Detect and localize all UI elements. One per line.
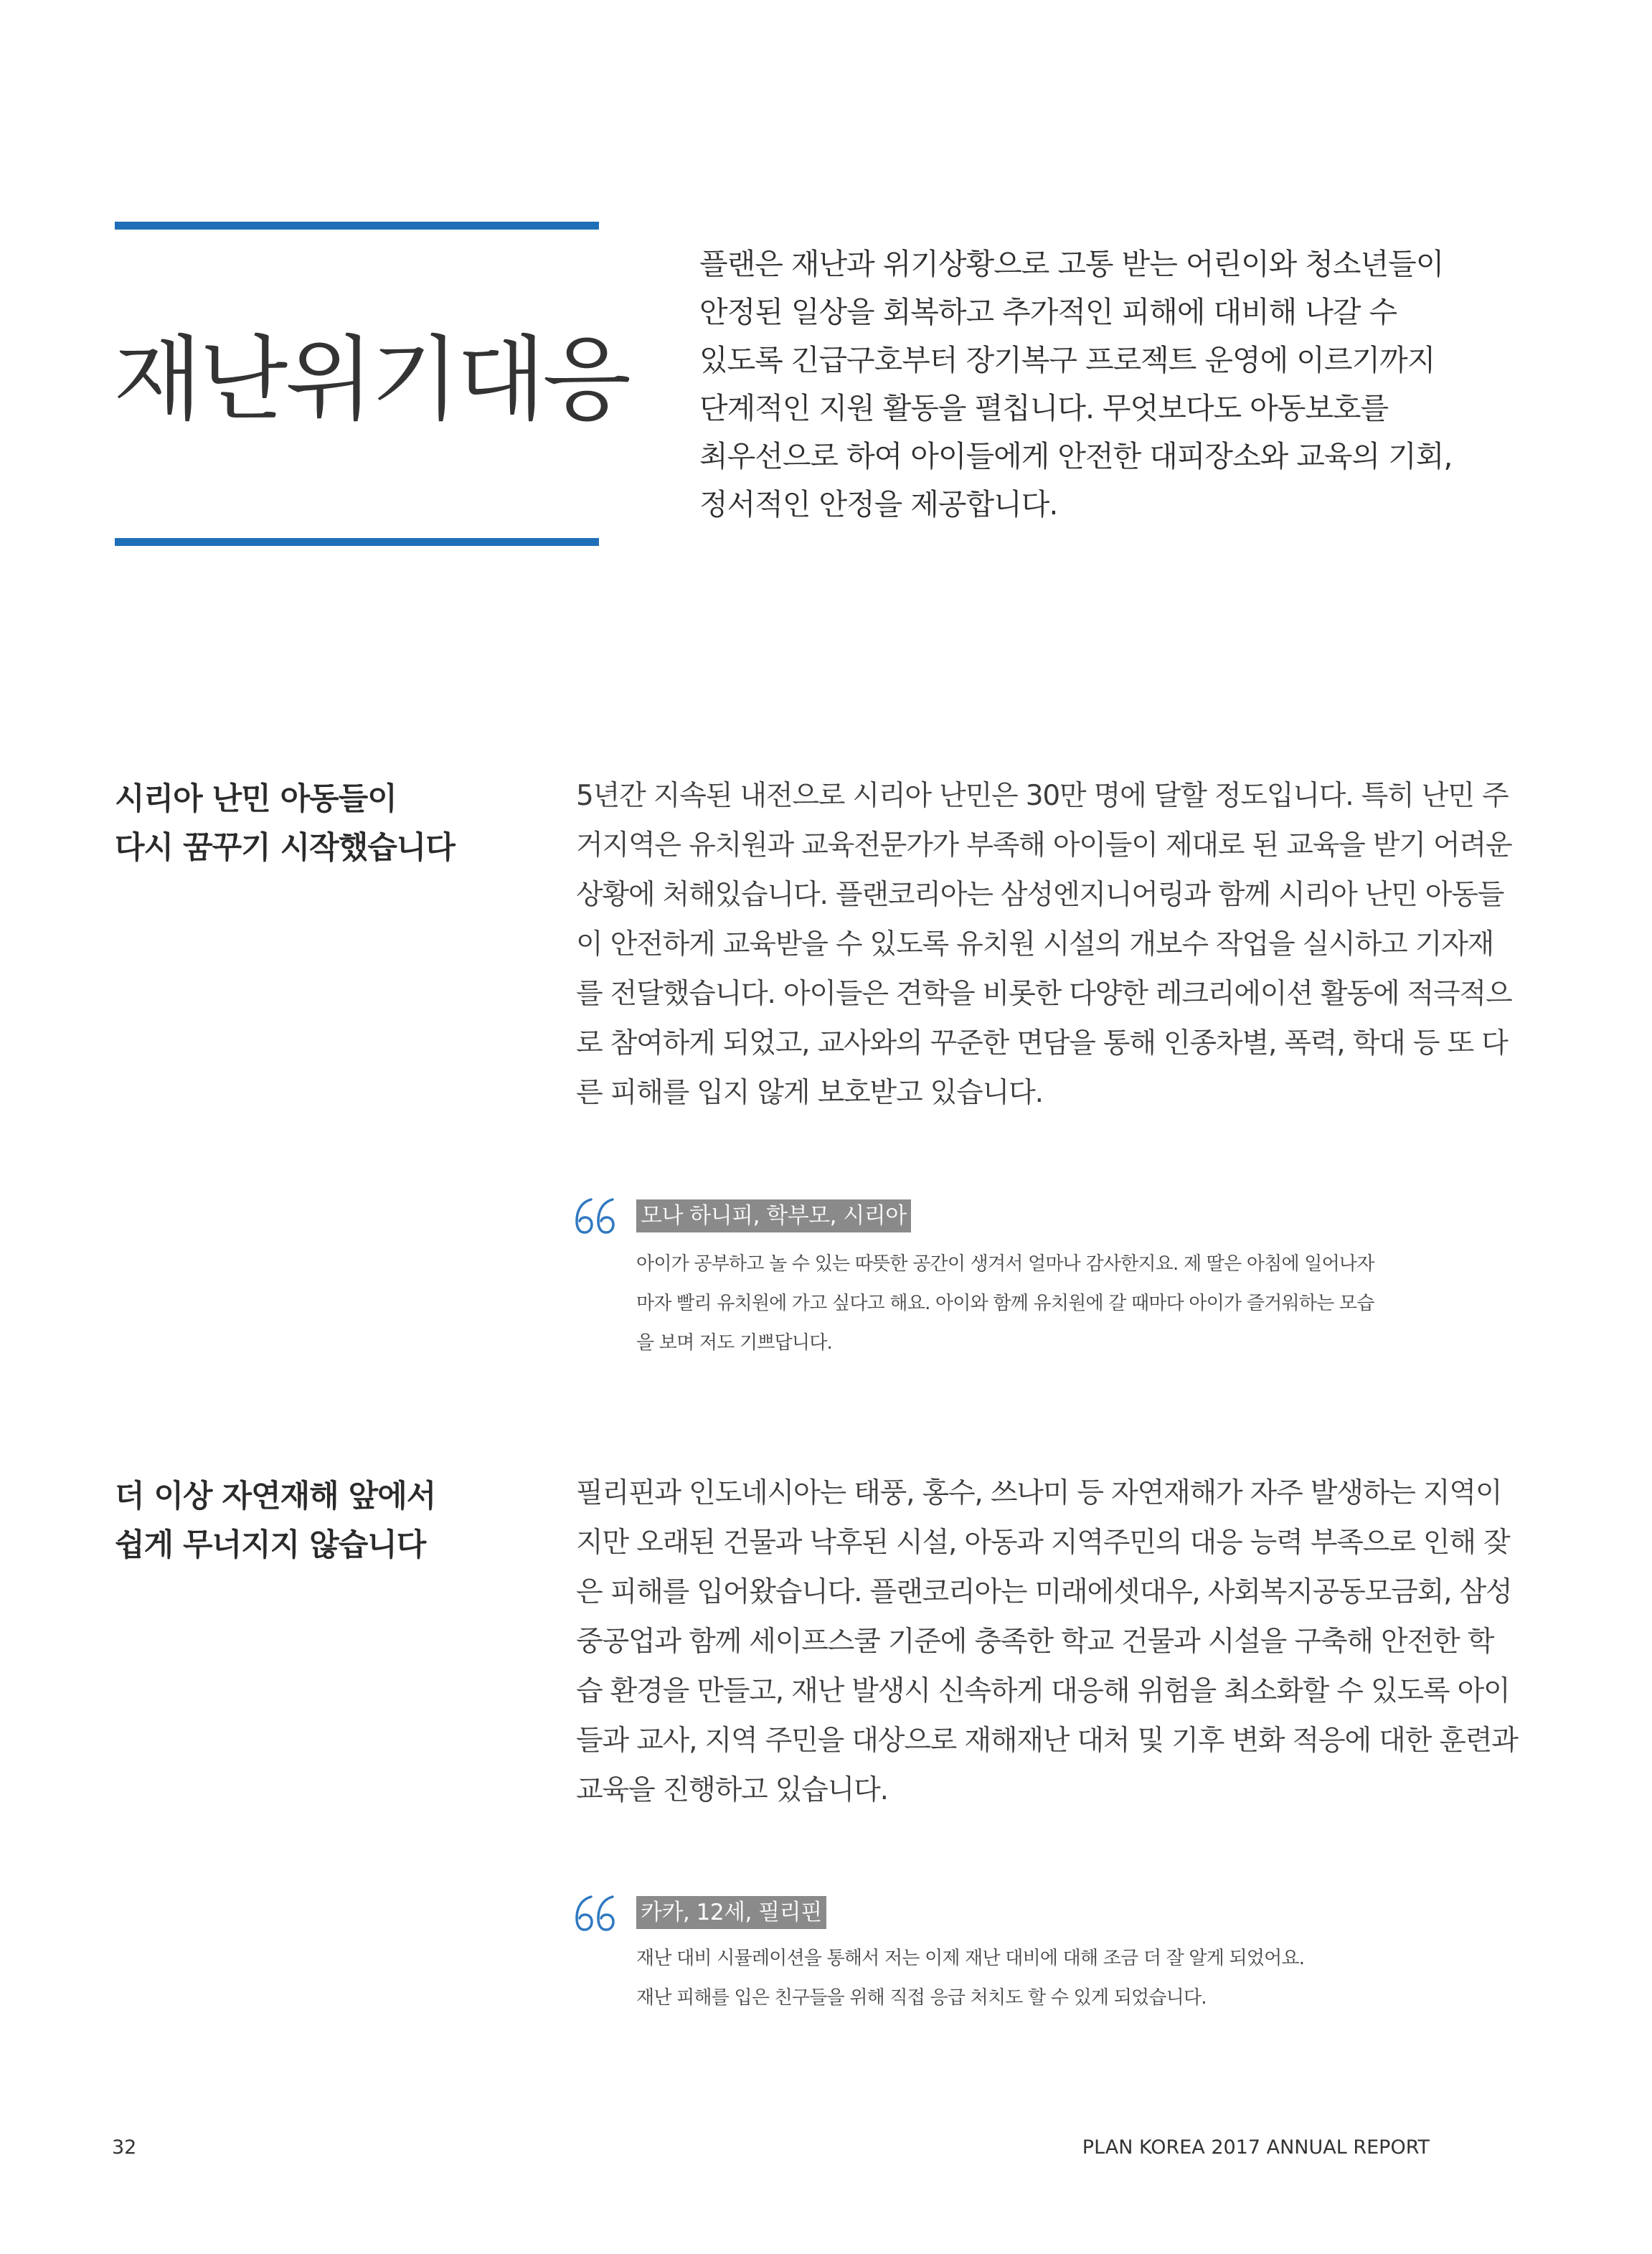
page-title: 재난위기대응	[113, 326, 628, 433]
quote-speaker-label: 카카, 12세, 필리핀	[636, 1896, 826, 1929]
section-heading-disaster	[115, 1472, 560, 1570]
quote-mark-icon	[574, 1894, 617, 1933]
body-line: 은 피해를 입어왔습니다. 플랜코리아는 미래에셋대우, 사회복지공동모금회, 삼성	[576, 1576, 1512, 1608]
title-top-rule	[115, 222, 599, 230]
intro-line: 플랜은 재난과 위기상황으로 고통 받는 어린이와 청소년들이	[699, 247, 1444, 281]
quote-line: 아이가 공부하고 놀 수 있는 따뜻한 공간이 생겨서 얼마나 감사한지요. 제 딸은 아침에 일어나자	[636, 1253, 1374, 1275]
quote-line: 을 보며 저도 기쁘답니다.	[636, 1332, 833, 1354]
body-line: 이 안전하게 교육받을 수 있도록 유치원 시설의 개보수 작업을 실시하고 기자재	[576, 928, 1494, 961]
body-line: 습 환경을 만들고, 재난 발생시 신속하게 대응해 위험을 최소화할 수 있도록 아이	[576, 1675, 1510, 1707]
body-line: 교육을 진행하고 있습니다.	[576, 1774, 888, 1806]
body-line: 필리핀과 인도네시아는 태풍, 홍수, 쓰나미 등 자연재해가 자주 발생하는 지역이	[576, 1477, 1502, 1509]
intro-line: 단계적인 지원 활동을 펼칩니다. 무엇보다도 아동보호를	[699, 391, 1389, 425]
intro-paragraph	[699, 240, 1488, 529]
body-line: 른 피해를 입지 않게 보호받고 있습니다.	[576, 1077, 1043, 1109]
section-heading-line: 쉽게 무너지지 않습니다	[115, 1527, 426, 1563]
quote-line: 마자 빨리 유치원에 가고 싶다고 해요. 아이와 함께 유치원에 갈 때마다 아이가 즐거워하는 모습	[636, 1293, 1374, 1314]
intro-line: 있도록 긴급구호부터 장기복구 프로젝트 운영에 이르기까지	[699, 343, 1435, 377]
body-line: 상황에 처해있습니다. 플랜코리아는 삼성엔지니어링과 함께 시리아 난민 아동들	[576, 879, 1504, 911]
quote-line: 재난 대비 시뮬레이션을 통해서 저는 이제 재난 대비에 대해 조금 더 잘 알게 되었어요.	[636, 1948, 1305, 1969]
intro-line: 최우선으로 하여 아이들에게 안전한 대피장소와 교육의 기회,	[699, 439, 1453, 473]
section-heading-line: 다시 꿈꾸기 시작했습니다	[115, 830, 455, 866]
quote-text	[636, 1939, 1440, 2018]
body-line: 들과 교사, 지역 주민을 대상으로 재해재난 대처 및 기후 변화 적응에 대한 훈련과	[576, 1725, 1518, 1757]
section-heading-line: 시리아 난민 아동들이	[115, 781, 397, 817]
body-line: 를 전달했습니다. 아이들은 견학을 비롯한 다양한 레크리에이션 활동에 적극적으	[576, 978, 1512, 1010]
quote-speaker-label: 모나 하니피, 학부모, 시리아	[636, 1199, 911, 1232]
section-heading-syria	[115, 775, 560, 872]
quote-mark-icon	[574, 1197, 617, 1235]
body-line: 중공업과 함께 세이프스쿨 기준에 충족한 학교 건물과 시설을 구축해 안전한 학	[576, 1626, 1494, 1658]
intro-line: 안정된 일상을 회복하고 추가적인 피해에 대비해 나갈 수	[699, 295, 1397, 329]
quote-line: 재난 피해를 입은 친구들을 위해 직접 응급 처치도 할 수 있게 되었습니다.	[636, 1987, 1207, 2009]
title-bottom-rule	[115, 538, 599, 546]
body-line: 5년간 지속된 내전으로 시리아 난민은 30만 명에 달할 정도입니다. 특히 난민 주	[576, 780, 1509, 812]
body-line: 로 참여하게 되었고, 교사와의 꾸준한 면담을 통해 인종차별, 폭력, 학대 등 또 다	[576, 1027, 1508, 1060]
report-name: PLAN KOREA 2017 ANNUAL REPORT	[1082, 2136, 1430, 2159]
section-heading-line: 더 이상 자연재해 앞에서	[115, 1479, 436, 1514]
quote-text	[636, 1245, 1440, 1363]
section-body-syria	[576, 771, 1512, 1118]
intro-line: 정서적인 안정을 제공합니다.	[699, 487, 1058, 522]
body-line: 지만 오래된 건물과 낙후된 시설, 아동과 지역주민의 대응 능력 부족으로 인해 잦	[576, 1527, 1510, 1559]
body-line: 거지역은 유치원과 교육전문가가 부족해 아이들이 제대로 된 교육을 받기 어려운	[576, 829, 1512, 862]
section-body-disaster	[576, 1468, 1518, 1815]
page-number: 32	[112, 2136, 137, 2159]
